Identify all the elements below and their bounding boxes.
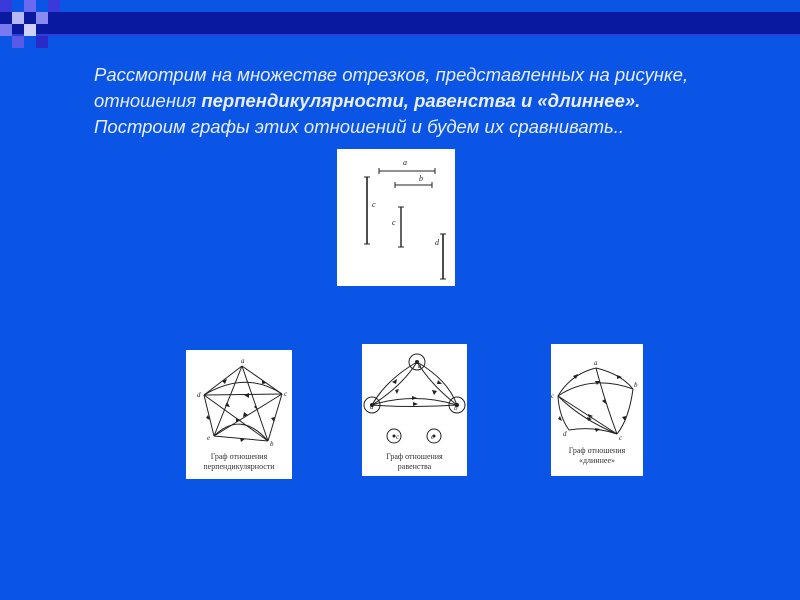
graph2-caption-line1: Граф отношения — [386, 452, 443, 461]
g1-node-b: b — [270, 440, 274, 448]
text-part1: Рассмотрим на множестве отрезков, представленных на рисунке, отношения — [94, 64, 689, 111]
g1-node-d: d — [197, 391, 201, 399]
g3-node-b: b — [634, 381, 638, 389]
text-part2: Построим графы этих отношений и будем их сравнивать.. — [94, 116, 625, 137]
header-bar — [0, 12, 800, 34]
graph-perpendicularity — [186, 350, 292, 479]
graph3-caption — [551, 446, 643, 466]
segments-figure — [337, 149, 455, 286]
g3-node-c: c — [551, 392, 555, 400]
g3-node-d: d — [563, 430, 567, 438]
g1-node-e: e — [207, 434, 211, 442]
graph1-caption — [186, 452, 292, 472]
seg-label-d: d — [435, 238, 439, 247]
seg-label-c1: c — [372, 200, 376, 209]
g2-node-d: d — [370, 403, 374, 411]
seg-label-a: a — [403, 158, 407, 167]
text-bold-relations: перпендикулярности, равенства и «длиннее». — [201, 90, 641, 111]
graph2-caption — [362, 452, 467, 472]
g3-node-c2: c — [619, 434, 623, 442]
header-line — [0, 34, 800, 36]
graph-longer — [551, 344, 643, 476]
graph2-caption-line2: равенства — [397, 462, 432, 471]
graph1-caption-line1: Граф отношения — [210, 452, 268, 461]
seg-label-b: b — [419, 174, 423, 183]
graph1-caption-line2: перпендикулярности — [203, 462, 275, 471]
g1-node-a: a — [241, 357, 245, 365]
graph-equality — [362, 344, 467, 476]
seg-label-c2: c — [392, 218, 396, 227]
g2-node-b: b — [454, 404, 458, 412]
slide-paragraph — [94, 62, 714, 140]
g2-node-a: a — [418, 362, 422, 370]
g3-node-a: a — [594, 359, 598, 367]
g2-node-e: e — [431, 433, 435, 441]
g1-node-c: c — [284, 390, 288, 398]
graph3-caption-line2: «длиннее» — [578, 456, 615, 465]
graph3-caption-line1: Граф отношения — [568, 446, 626, 455]
g2-node-c: c — [396, 433, 400, 441]
